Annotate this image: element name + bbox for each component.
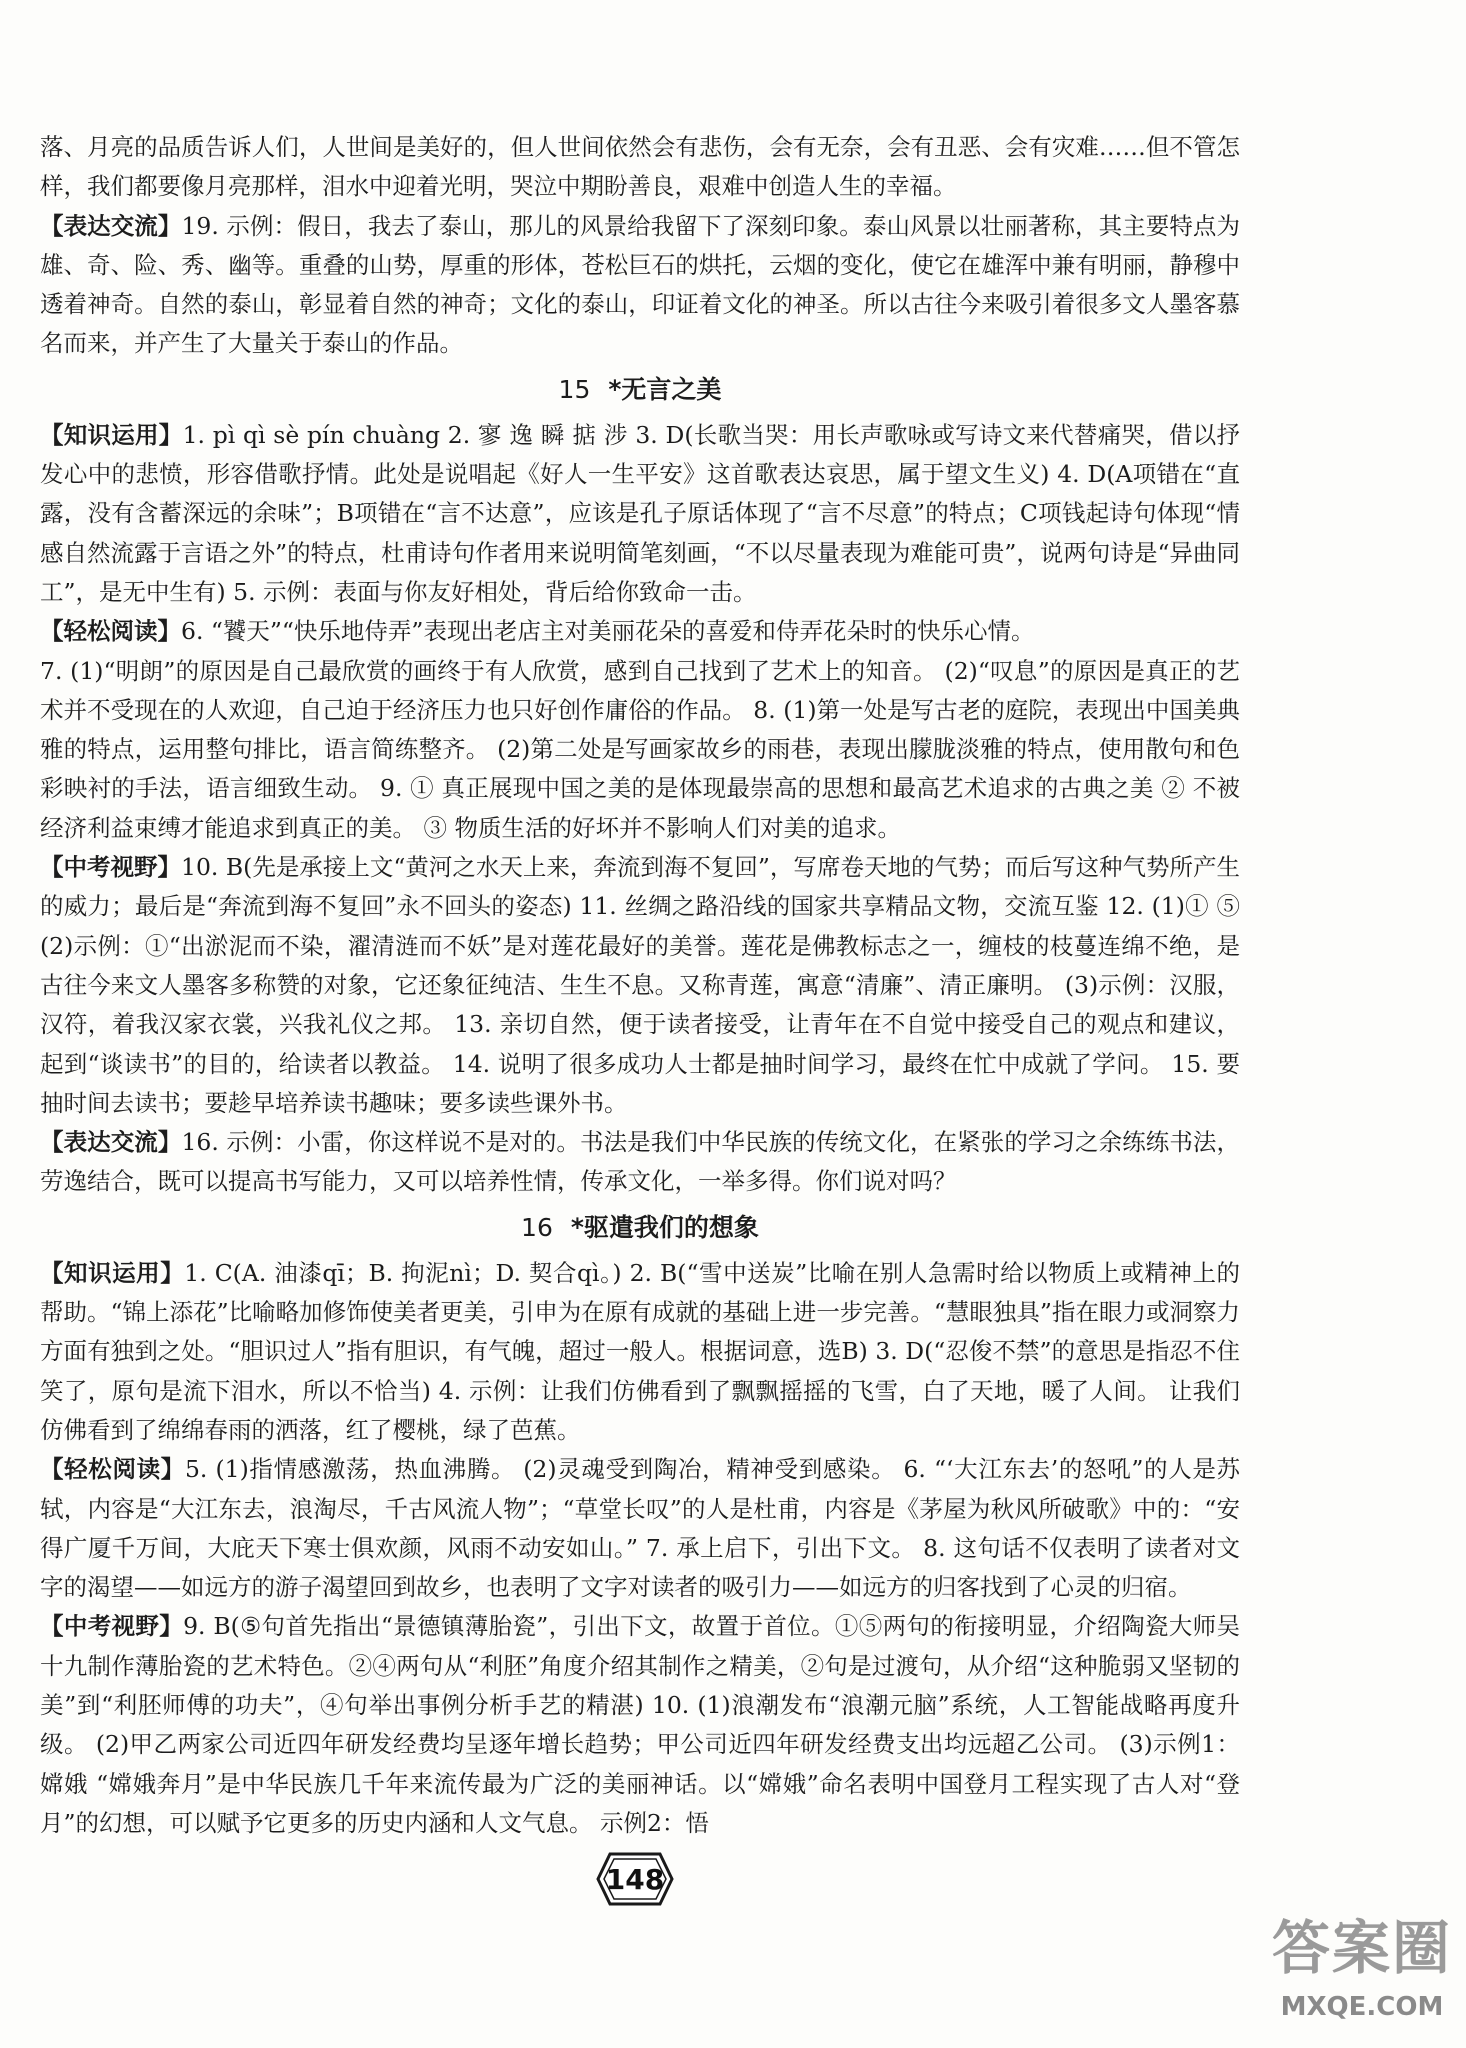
paragraph-label: 【轻松阅读】 [40, 617, 181, 646]
paragraph-label: 【知识运用】 [40, 1258, 185, 1287]
watermark-logo [1262, 1906, 1462, 2046]
paragraph-knowledge [40, 1254, 1240, 1450]
paragraph-text: 16. 示例：小雷，你这样说不是对的。书法是我们中华民族的传统文化，在紧张的学习之余练练书法，劳逸结合，既可以提高书写能力，又可以培养性情，传承文化，一举多得。你们说对吗？ [40, 1128, 1241, 1196]
lesson-title: *驱遣我们的想象 [570, 1212, 759, 1242]
paragraph-text: 7. (1)“明朗”的原因是自己最欣赏的画终于有人欣赏，感到自己找到了艺术上的知音。 (2)“叹息”的原因是真正的艺术并不受现在的人欢迎，自己迫于经济压力也只好创作庸俗的作品。 8. (1)第一处是写古老的庭院，表现出中国美典雅的特点，运用整句排比，语言简练整齐。 (2)第二处是写画家故乡的雨巷，表现出朦胧淡雅的特点，使用散句和色彩映衬的手法，语言细致生动。 9. ① 真正展现中国之美的是体现最崇高的思想和最高艺术追求的古典之美 ② 不被经济利益束缚才能追求到真正的美。 ③ 物质生活的好坏并不影响人们对美的追求。 [40, 656, 1240, 842]
lesson-16-heading [40, 1204, 1240, 1252]
paragraph-knowledge [40, 416, 1240, 612]
paragraph-exam [40, 1607, 1240, 1843]
paragraph-text: 6. “饕天”“快乐地侍弄”表现出老店主对美丽花朵的喜爱和侍弄花朵时的快乐心情。 [181, 617, 1035, 646]
section-top [40, 128, 1240, 364]
paragraph-text: 5. (1)指情感激荡，热血沸腾。 (2)灵魂受到陶冶，精神受到感染。 6. “‘大江东去’的怒吼”的人是苏轼，内容是“大江东去，浪淘尽，千古风流人物”；“草堂长叹”的人是杜甫，内容是《茅屋为秋风所破歌》中的：“安得广厦千万间，大庇天下寒士俱欢颜，风雨不动安如山。” 7. 承上启下，引出下文。 8. 这句话不仅表明了读者对文字的渴望——如远方的游子渴望回到故乡，也表明了文字对读者的吸引力——如远方的归客找到了心灵的归宿。 [40, 1455, 1241, 1602]
lesson-number: 16 [521, 1212, 553, 1242]
watermark-url: MXQE.COM [1280, 1992, 1444, 2022]
paragraph-continuation [40, 128, 1240, 207]
page-number-badge [596, 1848, 674, 1910]
lesson-number: 15 [558, 374, 591, 404]
paragraph-expression [40, 207, 1240, 364]
paragraph-reading [40, 612, 1240, 651]
paragraph-text: 落、月亮的品质告诉人们，人世间是美好的，但人世间依然会有悲伤，会有无奈，会有丑恶、会有灾难……但不管怎样，我们都要像月亮那样，泪水中迎着光明，哭泣中期盼善良，艰难中创造人生的幸福。 [40, 133, 1240, 201]
paragraph-reading-cont [40, 652, 1240, 848]
lesson-15-heading [40, 366, 1240, 414]
paragraph-text: 19. 示例：假日，我去了泰山，那儿的风景给我留下了深刻印象。泰山风景以壮丽著称，其主要特点为雄、奇、险、秀、幽等。重叠的山势，厚重的形体，苍松巨石的烘托，云烟的变化，使它在雄浑中兼有明丽，静穆中透着神奇。自然的泰山，彰显着自然的神奇；文化的泰山，印证着文化的神圣。所以古往今来吸引着很多文人墨客慕名而来，并产生了大量关于泰山的作品。 [40, 211, 1241, 358]
lesson-16-body [40, 1254, 1240, 1843]
lesson-15-body [40, 416, 1240, 1202]
paragraph-label: 【中考视野】 [40, 853, 182, 882]
paragraph-label: 【中考视野】 [40, 1612, 184, 1641]
paragraph-text: 1. C(A. 油漆qī；B. 拘泥nì；D. 契合qì。) 2. B(“雪中送炭”比喻在别人急需时给以物质上或精神上的帮助。“锦上添花”比喻略加修饰使美者更美，引申为在原有成就的基础上进一步完善。“慧眼独具”指在眼力或洞察力方面有独到之处。“胆识过人”指有胆识，有气魄，超过一般人。根据词意，选B) 3. D(“忍俊不禁”的意思是指忍不住笑了，原句是流下泪水，所以不恰当) 4. 示例：让我们仿佛看到了飘飘摇摇的飞雪，白了天地，暖了人间。 让我们仿佛看到了绵绵春雨的洒落，红了樱桃，绿了芭蕉。 [40, 1258, 1240, 1444]
paragraph-reading [40, 1450, 1240, 1607]
paragraph-expression [40, 1123, 1240, 1202]
lesson-title: *无言之美 [608, 374, 722, 404]
paragraph-exam [40, 848, 1240, 1123]
paragraph-text: 9. B(⑤句首先指出“景德镇薄胎瓷”，引出下文，故置于首位。①⑤两句的衔接明显，介绍陶瓷大师吴十九制作薄胎瓷的艺术特色。②④两句从“利胚”角度介绍其制作之精美，②句是过渡句，从介绍“这种脆弱又坚韧的美”到“利胚师傅的功夫”，④句举出事例分析手艺的精湛) 10. (1)浪潮发布“浪潮元脑”系统，人工智能战略再度升级。 (2)甲乙两家公司近四年研发经费均呈逐年增长趋势；甲公司近四年研发经费支出均远超乙公司。 (3)示例1：嫦娥 “嫦娥奔月”是中华民族几千年来流传最为广泛的美丽神话。以“嫦娥”命名表明中国登月工程实现了古人对“登月”的幻想，可以赋予它更多的历史内涵和人文气息。 示例2：悟 [40, 1612, 1240, 1837]
paragraph-label: 【轻松阅读】 [40, 1455, 185, 1484]
answer-page-content [40, 128, 1240, 1843]
page-number: 148 [605, 1862, 665, 1896]
paragraph-label: 【表达交流】 [40, 211, 182, 240]
paragraph-label: 【表达交流】 [40, 1128, 182, 1157]
paragraph-label: 【知识运用】 [40, 420, 183, 449]
paragraph-text: 10. B(先是承接上文“黄河之水天上来，奔流到海不复回”，写席卷天地的气势；而后写这种气势所产生的威力；最后是“奔流到海不复回”永不回头的姿态) 11. 丝绸之路沿线的国家共享精品文物，交流互鉴 12. (1)① ⑤ (2)示例：①“出淤泥而不染，濯清涟而不妖”是对莲花最好的美誉。莲花是佛教标志之一，缠枝的枝蔓连绵不绝，是古往今来文人墨客多称赞的对象，它还象征纯洁、生生不息。又称青莲，寓意“清廉”、清正廉明。 (3)示例：汉服，汉符，着我汉家衣裳，兴我礼仪之邦。 13. 亲切自然，便于读者接受，让青年在不自觉中接受自己的观点和建议，起到“谈读书”的目的，给读者以教益。 14. 说明了很多成功人士都是抽时间学习，最终在忙中成就了学问。 15. 要抽时间去读书；要趁早培养读书趣味；要多读些课外书。 [40, 853, 1241, 1117]
watermark-text: 答案圈 [1271, 1914, 1452, 1982]
paragraph-text: 1. pì qì sè pín chuàng 2. 寥 逸 瞬 掂 涉 3. D(长歌当哭：用长声歌咏或写诗文来代替痛哭，借以抒发心中的悲愤，形容借歌抒情。此处是说唱起《好人一生平安》这首歌表达哀思，属于望文生义) 4. D(A项错在“直露，没有含蓄深远的余味”；B项错在“言不达意”，应该是孔子原话体现了“言不尽意”的特点；C项钱起诗句体现“情感自然流露于言语之外”的特点，杜甫诗句作者用来说明简笔刻画，“不以尽量表现为难能可贵”，说两句诗是“异曲同工”，是无中生有) 5. 示例：表面与你友好相处，背后给你致命一击。 [40, 420, 1240, 606]
